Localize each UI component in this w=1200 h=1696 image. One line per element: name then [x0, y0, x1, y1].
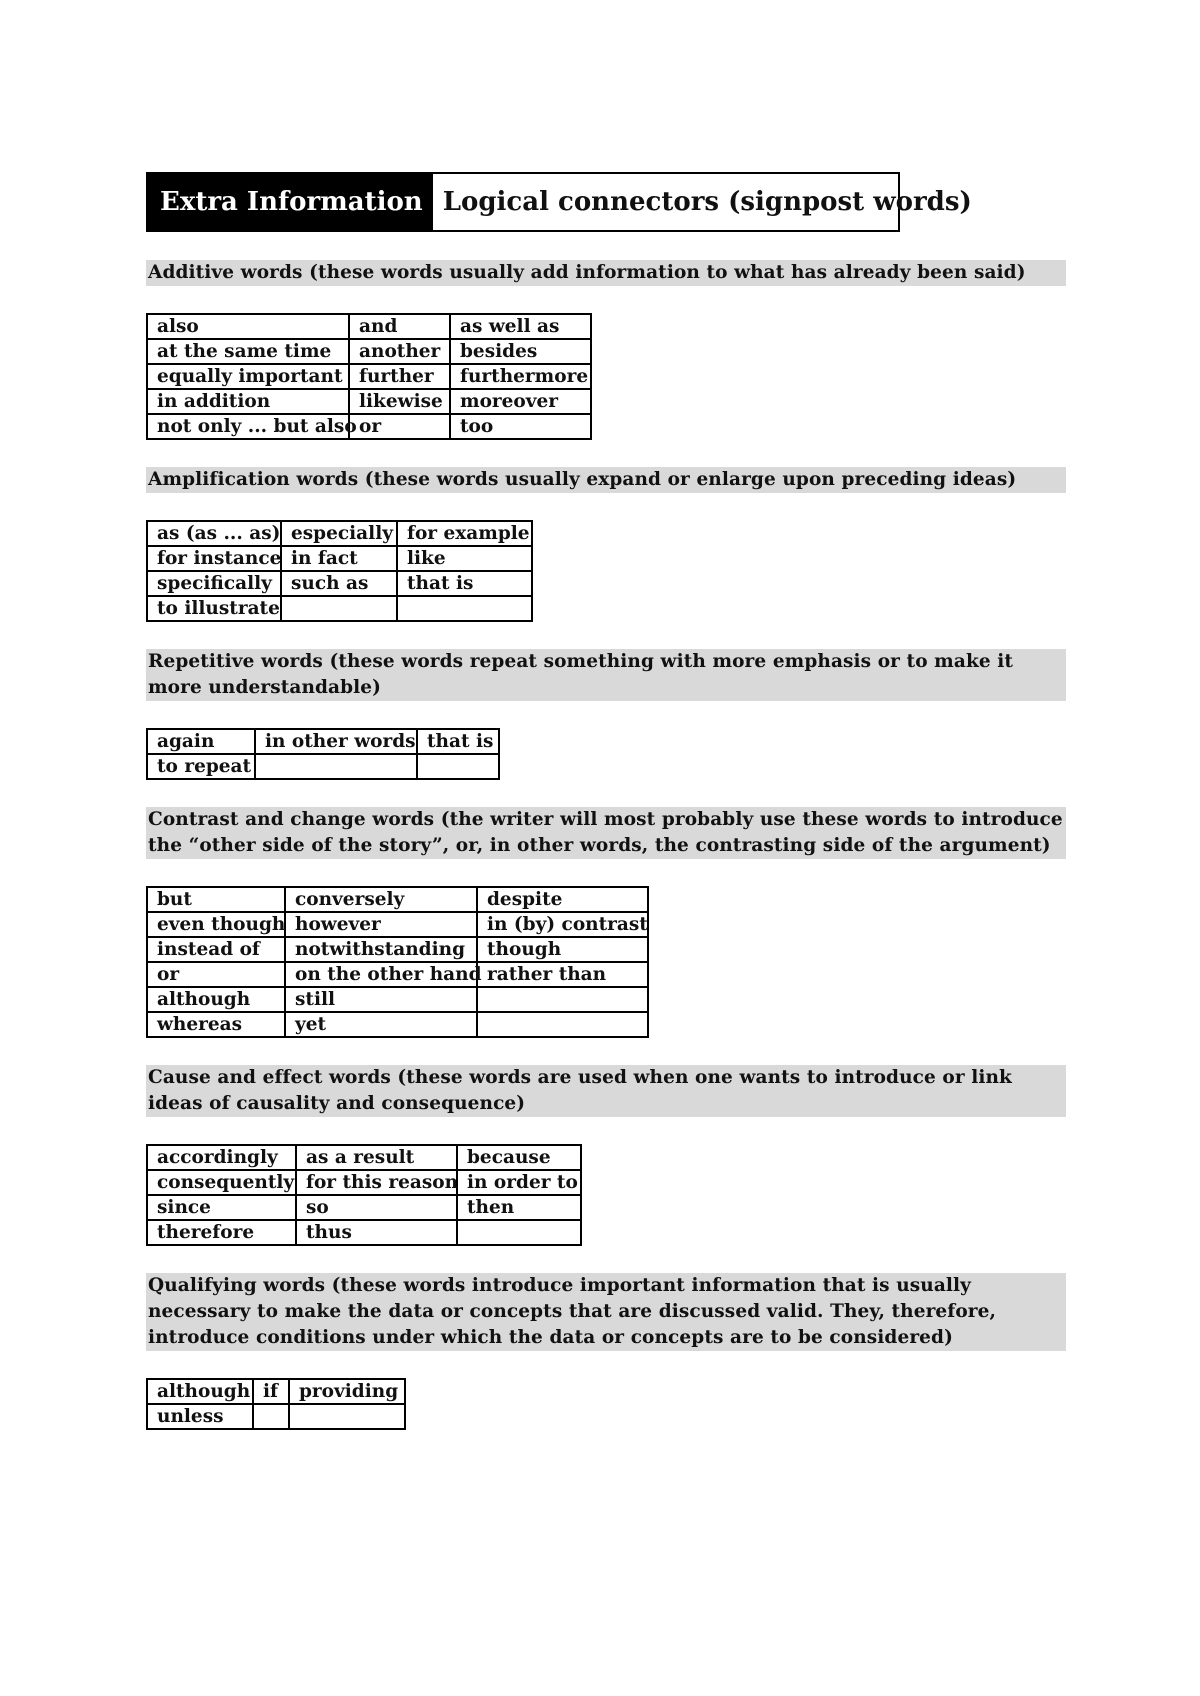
section [146, 807, 1066, 1038]
table-cell [477, 1012, 648, 1037]
table-cell: not only ... but also [147, 414, 349, 439]
table-cell: likewise [349, 389, 450, 414]
section-heading: Additive words (these words usually add information to what has already been said) [146, 260, 1066, 286]
table-cell: at the same time [147, 339, 349, 364]
table-cell: as a result [296, 1145, 457, 1170]
table-cell: despite [477, 887, 648, 912]
table-row [147, 962, 648, 987]
table-cell [417, 754, 499, 779]
table-cell: because [457, 1145, 581, 1170]
table-row [147, 1145, 581, 1170]
table-cell: whereas [147, 1012, 285, 1037]
table-cell: furthermore [450, 364, 591, 389]
table-cell: specifically [147, 571, 281, 596]
table-row [147, 1195, 581, 1220]
table-cell: though [477, 937, 648, 962]
table-cell: and [349, 314, 450, 339]
table-cell: therefore [147, 1220, 296, 1245]
table-cell [397, 596, 532, 621]
table-cell: again [147, 729, 255, 754]
table-cell: providing [289, 1379, 405, 1404]
table-cell: consequently [147, 1170, 296, 1195]
table-cell [289, 1404, 405, 1429]
table-cell: as well as [450, 314, 591, 339]
table-cell: for instance [147, 546, 281, 571]
table-cell: for this reason [296, 1170, 457, 1195]
table-row [147, 571, 532, 596]
document-page [146, 172, 1066, 1430]
table-cell: instead of [147, 937, 285, 962]
table-row [147, 546, 532, 571]
table-cell: in addition [147, 389, 349, 414]
section-heading: Contrast and change words (the writer will most probably use these words to introduce the “other side of the story”, or, in other words, the contrasting side of the argument) [146, 807, 1066, 859]
table-cell: so [296, 1195, 457, 1220]
table-cell: conversely [285, 887, 477, 912]
table-row [147, 1170, 581, 1195]
table-cell: even though [147, 912, 285, 937]
sections-container [146, 260, 1066, 1430]
table-row [147, 389, 591, 414]
table-cell: if [253, 1379, 289, 1404]
table-cell [253, 1404, 289, 1429]
connector-table [146, 1378, 406, 1430]
section-heading: Cause and effect words (these words are used when one wants to introduce or link ideas of causality and consequence) [146, 1065, 1066, 1117]
table-row [147, 887, 648, 912]
table-cell: that is [417, 729, 499, 754]
page-title: Logical connectors (signpost words) [442, 187, 972, 217]
table-cell: further [349, 364, 450, 389]
section-heading: Qualifying words (these words introduce important information that is usually necessary to make the data or concepts that are discussed valid. They, therefore, introduce conditions under which the data or concepts are to be considered) [146, 1273, 1066, 1351]
connector-table [146, 886, 649, 1038]
section [146, 1273, 1066, 1430]
table-cell: another [349, 339, 450, 364]
table-row [147, 521, 532, 546]
table-cell: also [147, 314, 349, 339]
connector-table [146, 313, 592, 440]
table-cell [477, 987, 648, 1012]
table-cell: moreover [450, 389, 591, 414]
table-cell: however [285, 912, 477, 937]
table-row [147, 596, 532, 621]
table-row [147, 729, 499, 754]
table-cell: notwithstanding [285, 937, 477, 962]
table-cell: yet [285, 1012, 477, 1037]
table-cell: rather than [477, 962, 648, 987]
table-cell: in (by) contrast [477, 912, 648, 937]
table-cell: in fact [281, 546, 397, 571]
table-cell: that is [397, 571, 532, 596]
table-cell: to illustrate [147, 596, 281, 621]
table-cell: equally important [147, 364, 349, 389]
section [146, 649, 1066, 780]
table-cell: for example [397, 521, 532, 546]
connector-table [146, 1144, 582, 1246]
table-cell [457, 1220, 581, 1245]
table-cell: still [285, 987, 477, 1012]
table-cell: but [147, 887, 285, 912]
table-cell: as (as ... as) [147, 521, 281, 546]
extra-information-label: Extra Information [148, 174, 433, 230]
table-row [147, 1220, 581, 1245]
title-box [146, 172, 972, 232]
table-cell [255, 754, 417, 779]
table-row [147, 414, 591, 439]
table-row [147, 1379, 405, 1404]
table-cell: or [349, 414, 450, 439]
table-cell: although [147, 1379, 253, 1404]
table-cell: since [147, 1195, 296, 1220]
connector-table [146, 520, 533, 622]
table-row [147, 912, 648, 937]
table-cell: thus [296, 1220, 457, 1245]
table-cell: especially [281, 521, 397, 546]
table-cell: such as [281, 571, 397, 596]
table-cell: in other words [255, 729, 417, 754]
table-row [147, 314, 591, 339]
table-cell: besides [450, 339, 591, 364]
table-row [147, 339, 591, 364]
table-cell: although [147, 987, 285, 1012]
section-heading: Repetitive words (these words repeat something with more emphasis or to make it more understandable) [146, 649, 1066, 701]
table-row [147, 1012, 648, 1037]
table-row [147, 1404, 405, 1429]
table-row [147, 937, 648, 962]
section-heading: Amplification words (these words usually expand or enlarge upon preceding ideas) [146, 467, 1066, 493]
connector-table [146, 728, 500, 780]
table-cell: then [457, 1195, 581, 1220]
table-cell [281, 596, 397, 621]
section [146, 467, 1066, 622]
table-cell: like [397, 546, 532, 571]
section [146, 1065, 1066, 1246]
table-row [147, 364, 591, 389]
table-cell: unless [147, 1404, 253, 1429]
table-cell: to repeat [147, 754, 255, 779]
table-cell: accordingly [147, 1145, 296, 1170]
table-cell: in order to [457, 1170, 581, 1195]
table-row [147, 987, 648, 1012]
table-cell: too [450, 414, 591, 439]
table-cell: or [147, 962, 285, 987]
table-cell: on the other hand [285, 962, 477, 987]
section [146, 260, 1066, 440]
table-row [147, 754, 499, 779]
